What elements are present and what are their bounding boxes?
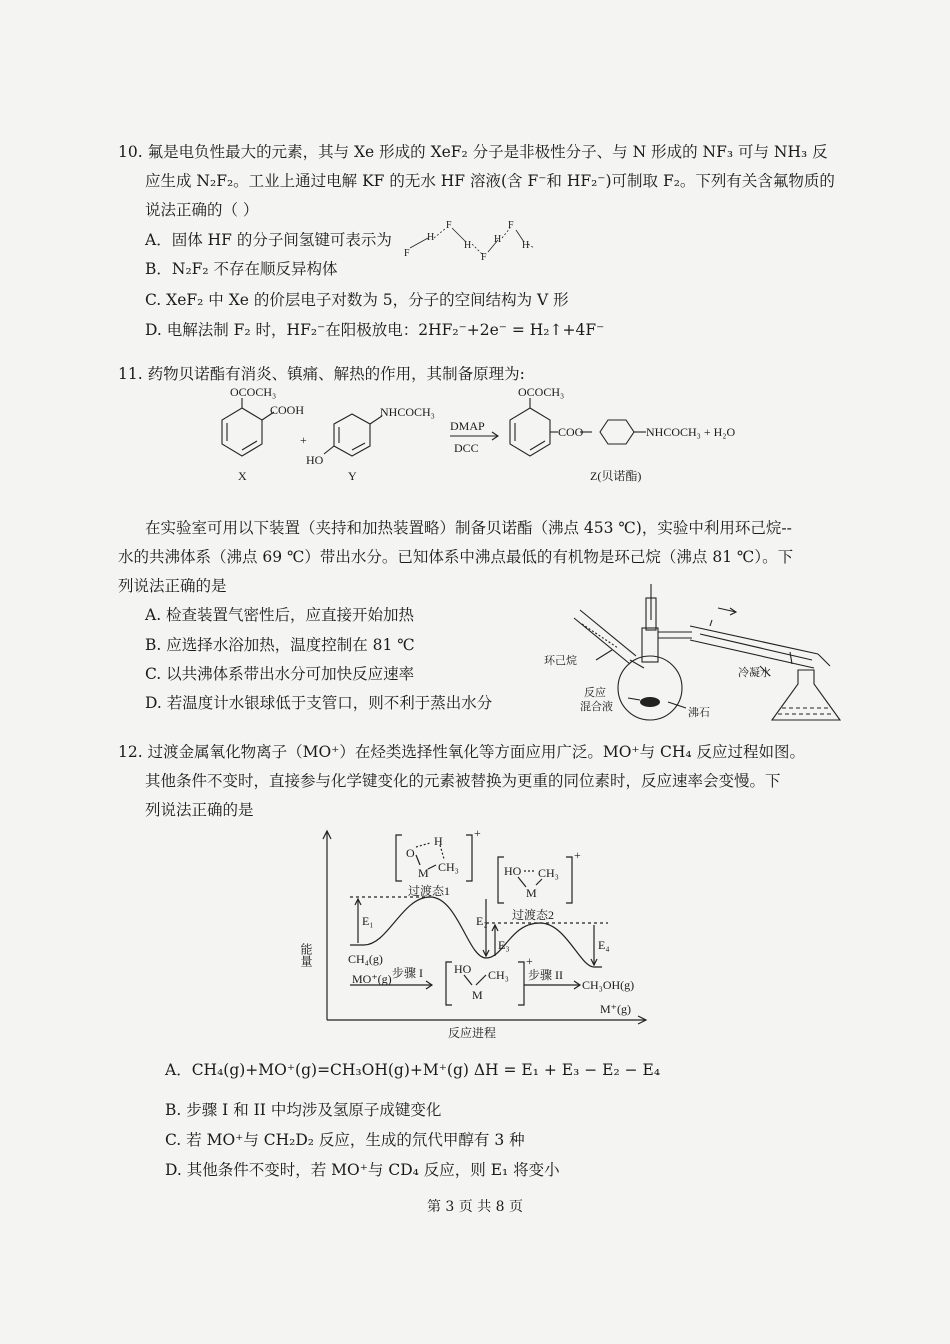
ts1-label: 过渡态1: [408, 884, 451, 898]
hf-hydrogen-bond-diagram: [398, 220, 538, 262]
q10-stem-line-3: 说法正确的（ ）: [145, 201, 259, 219]
y-axis-label: 能量: [299, 943, 313, 967]
q10-stem-line-2: 应生成 N₂F₂。工业上通过电解 KF 的无水 HF 溶液(含 F⁻和 HF₂⁻)可制取 F₂。下列有关含氟物质的: [145, 172, 835, 190]
label-reaction-1: 反应: [584, 687, 606, 699]
ts2-ch3: CH₃: [538, 866, 559, 880]
q11-body-line-1: 在实验室可用以下装置（夹持和加热装置略）制备贝诺酯（沸点 453 ℃)，实验中利用环己烷--: [145, 519, 792, 537]
z-tail: NHCOCH₃ + H₂O: [646, 425, 736, 439]
atom-f: F: [404, 248, 410, 259]
q11-stem: 11. 药物贝诺酯有消炎、镇痛、解热的作用，其制备原理为:: [118, 365, 525, 383]
ts1-ch3: CH₃: [438, 860, 459, 874]
z-substituent-ococh3: OCOCH₃: [518, 386, 565, 399]
reactant-mo: MO⁺(g): [352, 972, 392, 986]
product-m: M⁺(g): [600, 1002, 631, 1016]
ts2-m: M: [526, 886, 537, 900]
atom-f: F: [481, 252, 487, 262]
label-reaction-2: 混合液: [580, 701, 613, 713]
q12-option-c: C. 若 MO⁺与 CH₂D₂ 反应，生成的氘代甲醇有 3 种: [165, 1131, 525, 1149]
ts2-charge: +: [574, 848, 581, 862]
distillation-apparatus: [540, 580, 845, 730]
q11-option-b: B. 应选择水浴加热，温度控制在 81 ℃: [145, 636, 415, 654]
ts2-ho: HO: [504, 864, 522, 878]
q10-stem-line-1: 10. 氟是电负性最大的元素，其与 Xe 形成的 XeF₂ 分子是非极性分子、与 N 形成的 NF₃ 可与 NH₃ 反: [118, 143, 828, 161]
label-boiling-stone: 沸石: [688, 707, 710, 719]
page-footer: 第 3 页 共 8 页: [426, 1199, 524, 1215]
q10-option-c: C. XeF₂ 中 Xe 的价层电子对数为 5，分子的空间结构为 V 形: [145, 291, 569, 309]
y-substituent-nhcoch3: NHCOCH₃: [380, 405, 435, 419]
label-y: Y: [348, 469, 357, 483]
q12-option-d: D. 其他条件不变时，若 MO⁺与 CD₄ 反应，则 E₁ 将变小: [165, 1161, 560, 1179]
ts2-label: 过渡态2: [512, 908, 555, 922]
step-1-label: 步骤 I: [392, 966, 423, 980]
atom-f: F: [508, 220, 514, 231]
q10-option-b: B．N₂F₂ 不存在顺反异构体: [145, 260, 338, 278]
plus-sign: +: [300, 433, 307, 447]
ts1-o: O: [406, 846, 415, 860]
reagent-dmap: DMAP: [450, 419, 485, 433]
atom-h: H: [427, 232, 435, 243]
ts1-m: M: [418, 866, 429, 880]
x-substituent-cooh: COOH: [270, 403, 305, 417]
product-ch3oh: CH₃OH(g): [582, 978, 635, 992]
int-m: M: [472, 988, 483, 1002]
label-z: Z(贝诺酯): [590, 469, 642, 483]
step-2-label: 步骤 II: [528, 968, 563, 982]
energy-curve: [350, 897, 602, 967]
int-charge: +: [526, 954, 533, 968]
q11-body-line-3: 列说法正确的是: [118, 577, 227, 595]
int-ho: HO: [454, 962, 472, 976]
label-e3: E₃: [498, 938, 510, 952]
q10-option-d: D. 电解法制 F₂ 时，HF₂⁻在阳极放电：2HF₂⁻+2e⁻ = H₂↑+4F⁻: [145, 321, 605, 339]
q12-option-b: B. 步骤 I 和 II 中均涉及氢原子成键变化: [165, 1101, 442, 1119]
q11-body-line-2: 水的共沸体系（沸点 69 ℃）带出水分。已知体系中沸点最低的有机物是环己烷（沸点 81 ℃）。下: [118, 548, 794, 566]
x-axis-label: 反应进程: [448, 1026, 497, 1040]
atom-h: H: [464, 240, 472, 251]
q12-stem-line-1: 12. 过渡金属氧化物离子（MO⁺）在烃类选择性氧化等方面应用广泛。MO⁺与 CH₄ 反应过程如图。: [118, 743, 806, 761]
atom-f: F: [446, 220, 452, 231]
y-substituent-ho: HO: [306, 453, 324, 467]
ts1-h: H: [434, 834, 443, 848]
q11-option-a: A. 检查装置气密性后，应直接开始加热: [145, 606, 415, 624]
label-cyclohexane: 环己烷: [544, 655, 577, 667]
x-substituent-ococh3: OCOCH₃: [230, 386, 277, 399]
atom-h: H: [522, 240, 530, 251]
label-e1: E₁: [362, 914, 374, 928]
label-e4: E₄: [598, 938, 610, 952]
q12-option-a: A．CH₄(g)+MO⁺(g)=CH₃OH(g)+M⁺(g) ΔH = E₁ + E₃ − E₂ − E₄: [165, 1061, 661, 1079]
benorilate-synthesis-scheme: [200, 386, 760, 486]
atom-h: H: [494, 234, 502, 245]
int-ch3: CH₃: [488, 968, 509, 982]
q11-option-d: D. 若温度计水银球低于支管口，则不利于蒸出水分: [145, 694, 493, 712]
q11-option-c: C. 以共沸体系带出水分可加快反应速率: [145, 665, 415, 683]
q10-option-a: A．固体 HF 的分子间氢键可表示为: [145, 231, 392, 249]
z-ester-link: COO: [558, 425, 584, 439]
reagent-dcc: DCC: [454, 441, 479, 455]
q12-stem-line-2: 其他条件不变时，直接参与化学键变化的元素被替换为更重的同位素时，反应速率会变慢。下: [145, 772, 781, 790]
q12-stem-line-3: 列说法正确的是: [145, 801, 254, 819]
label-condenser-water: 冷凝水: [738, 667, 771, 679]
ts1-charge: +: [474, 826, 481, 840]
label-x: X: [238, 469, 247, 483]
label-e2: E₂: [476, 914, 488, 928]
energy-profile-diagram: [290, 825, 660, 1040]
reactant-ch4: CH₄(g): [348, 952, 383, 966]
